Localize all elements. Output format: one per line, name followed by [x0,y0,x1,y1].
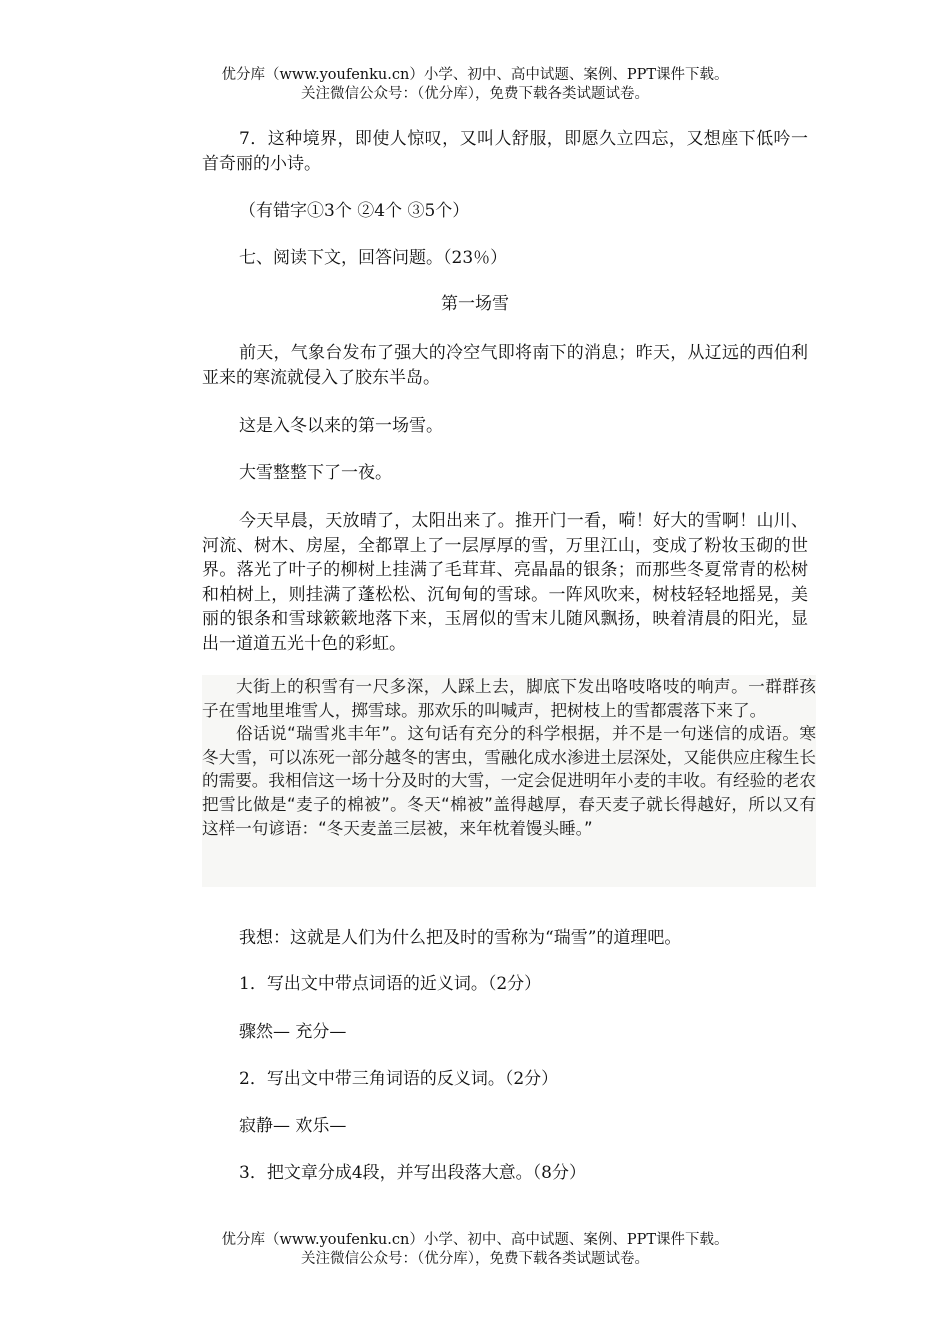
task-1-answer: 骤然— 充分— [239,1022,347,1042]
header-line-2: 关注微信公众号：（优分库），免费下载各类试题试卷。 [301,86,649,102]
footer-line-2: 关注微信公众号：（优分库），免费下载各类试题试卷。 [301,1251,649,1267]
header-line-1: 优分库（www.youfenku.cn）小学、初中、高中试题、案例、PPT课件下载。 [221,67,729,83]
task-3: 3．把文章分成4段，并写出段落大意。（8分） [239,1163,586,1183]
question-7: 7．这种境界，即使人惊叹，又叫人舒服，即愿久立四忘，又想座下低吟一首奇丽的小诗。 [202,129,808,174]
question-7-options: （有错字①3个 ②4个 ③5个） [239,201,470,221]
paragraph-conclusion: 我想：这就是人们为什么把及时的雪称为“瑞雪”的道理吧。 [239,928,682,948]
article-title: 第一场雪 [441,294,509,314]
page-header [0,66,950,104]
footer-line-1: 优分库（www.youfenku.cn）小学、初中、高中试题、案例、PPT课件下载。 [221,1232,729,1248]
section-7-heading: 七、阅读下文，回答问题。（23％） [239,248,508,268]
scanned-paragraph-1: 大街上的积雪有一尺多深，人踩上去，脚底下发出咯吱咯吱的响声。一群群孩子在雪地里堆雪人，掷雪球。那欢乐的叫喊声，把树枝上的雪都震落下来了。 [202,677,816,720]
task-1: 1．写出文中带点词语的近义词。（2分） [239,974,542,994]
paragraph-2: 这是入冬以来的第一场雪。 [239,416,443,436]
scanned-paragraph-2: 俗话说“瑞雪兆丰年”。这句话有充分的科学根据，并不是一句迷信的成语。寒冬大雪，可以冻死一部分越冬的害虫，雪融化成水渗进土层深处，又能供应庄稼生长的需要。我相信这一场十分及时的大雪，一定会促进明年小麦的丰收。有经验的老农把雪比做是“麦子的棉被”。冬天“棉被”盖得越厚，春天麦子就长得越好，所以又有这样一句谚语：“冬天麦盖三层被，来年枕着馒头睡。” [202,724,816,838]
scanned-text-image [202,675,816,887]
task-2-answer: 寂静— 欢乐— [239,1116,347,1136]
page-footer [0,1231,950,1269]
paragraph-1: 前天，气象台发布了强大的冷空气即将南下的消息；昨天，从辽远的西伯利亚来的寒流就侵入了胶东半岛。 [202,343,808,388]
paragraph-3: 大雪整整下了一夜。 [239,463,392,483]
paragraph-4: 今天早晨，天放晴了，太阳出来了。推开门一看，嗬！好大的雪啊！山川、河流、树木、房屋，全都罩上了一层厚厚的雪，万里江山，变成了粉妆玉砌的世界。落光了叶子的柳树上挂满了毛茸茸、亮晶晶的银条；而那些冬夏常青的松树和柏树上，则挂满了蓬松松、沉甸甸的雪球。一阵风吹来，树枝轻轻地摇晃，美丽的银条和雪球簌簌地落下来，玉屑似的雪末儿随风飘扬，映着清晨的阳光，显出一道道五光十色的彩虹。 [202,511,808,654]
task-2: 2．写出文中带三角词语的反义词。（2分） [239,1069,559,1089]
